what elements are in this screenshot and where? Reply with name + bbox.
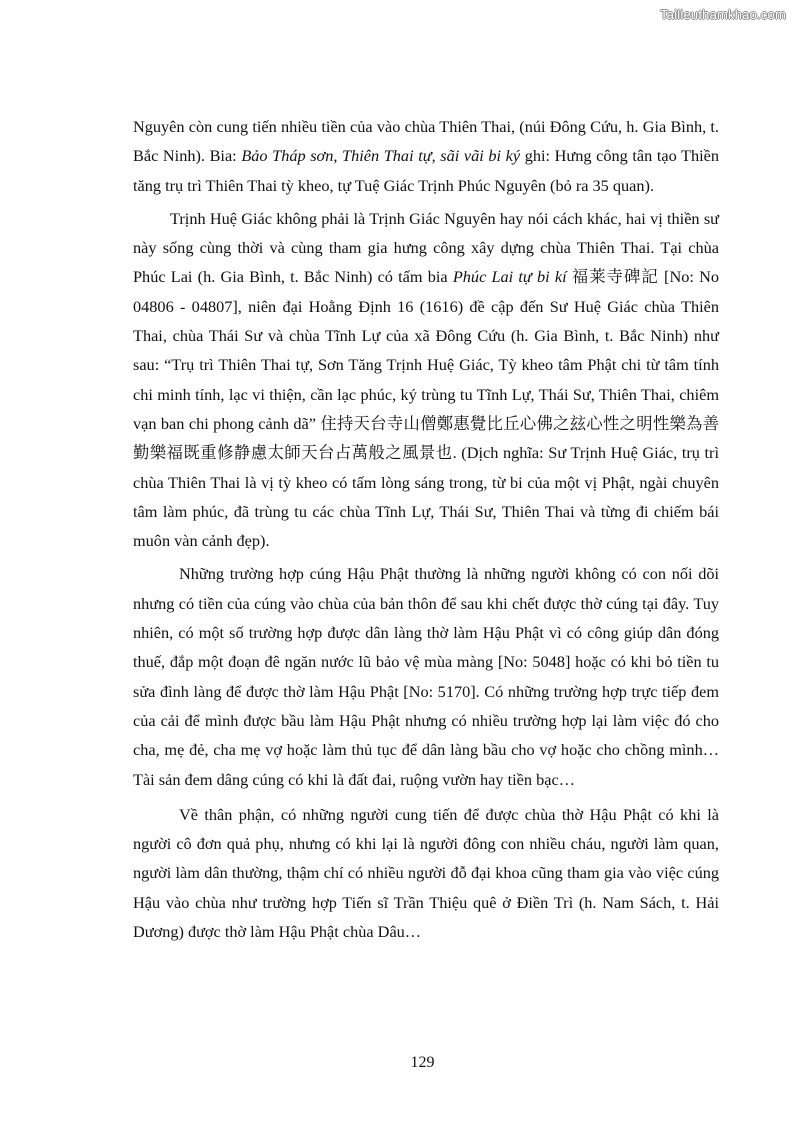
- paragraph-1-text-c: ghi: Hưng công tân tạo Thiền tăng trụ trì Thiên Thai tỳ kheo, tự Tuệ Giác Trịnh Phúc Nguyên (bỏ ra 35 quan).: [133, 146, 720, 195]
- inscription-title-bao-thap: Bảo Tháp sơn, Thiên Thai tự, sãi vãi bi ký: [241, 146, 521, 166]
- inscription-title-phuc-lai: Phúc Lai tự bi kí: [452, 267, 567, 287]
- paragraph-2: [133, 204, 719, 556]
- watermark: Tailieuthamkhao.com: [660, 7, 786, 22]
- paragraph-1: [133, 112, 719, 200]
- paragraph-4: Về thân phận, có những người cung tiến để được chùa thờ Hậu Phật có khi là người cô đơn quả phụ, nhưng có khi lại là người đông con nhiều cháu, người làm quan, người làm dân thường, thậm chí có nhiều người đỗ đại khoa cũng tham gia vào việc cúng Hậu vào chùa như trường hợp Tiến sĩ Trần Thiệu quê ở Điền Trì (h. Nam Sách, t. Hải Dương) được thờ làm Hậu Phật chùa Dâu…: [133, 804, 719, 942]
- document-body: [133, 112, 719, 950]
- paragraph-1-text-a: Nguyên còn cung tiến nhiều tiền của vào chùa Thiên Thai, (núi Đông Cứu, h. Gia Bình, t. Bắc Ninh). Bia:: [133, 117, 719, 166]
- paragraph-2-text-a: Trịnh Huệ Giác không phải là Trịnh Giác Nguyên hay nói cách khác, hai vị thiền sư này sống cùng thời và cùng tham gia hưng công xây dựng chùa Thiên Thai. Tại chùa Phúc Lai (h. Gia Bình, t. Bắc Ninh) có tấm bia: [133, 208, 719, 287]
- paragraph-2-text-c: 福莱寺碑記 [No: No 04806 - 04807], niên đại Hoằng Định 16 (1616) đề cập đến Sư Huệ Giác chùa Thiên Thai, chùa Thái Sư và chùa Tĩnh Lự của xã Đông Cứu (h. Gia Bình, t. Bắc Ninh) như sau: “Trụ trì Thiên Thai tự, Sơn Tăng Trịnh Huệ Giác, Tỳ kheo tâm Phật chi từ tâm tính chi minh tính, lạc vi thiện, cần lạc phúc, ký trùng tu Tĩnh Lự, Thái Sư, Thiên Thai, chiêm vạn ban chi phong cảnh dã” 住持天台寺山僧鄭惠覺比丘心佛之玆心性之明性樂為善勤樂福既重修静慮太師天台占萬般之風景也. (Dịch nghĩa: Sư Trịnh Huệ Giác, trụ trì chùa Thiên Thai là vị tỳ kheo có tấm lòng sáng trong, từ bi của một vị Phật, ngài chuyên tâm làm phúc, đã trùng tu các chùa Tĩnh Lự, Thái Sư, Thiên Thai và từng đi chiếm bái muôn vàn cảnh đẹp).: [133, 267, 719, 551]
- paragraph-3: Những trường hợp cúng Hậu Phật thường là những người không có con nối dõi nhưng có tiền của cúng vào chùa của bản thôn để sau khi chết được thờ cúng tại đây. Tuy nhiên, có một số trường hợp được dân làng thờ làm Hậu Phật vì có công giúp dân đóng thuế, đắp một đoạn đê ngăn nước lũ bảo vệ mùa màng [No: 5048] hoặc có khi bỏ tiền tu sửa đình làng để được thờ làm Hậu Phật [No: 5170]. Có những trường hợp trực tiếp đem của cải để mình được bầu làm Hậu Phật nhưng có nhiều trường hợp lại làm việc đó cho cha, mẹ đẻ, cha mẹ vợ hoặc làm thủ tục để dân làng bầu cho vợ hoặc cho chồng mình…Tài sản đem dâng cúng có khi là đất đai, ruộng vườn hay tiền bạc…: [133, 564, 719, 789]
- page-number: 129: [410, 1054, 435, 1071]
